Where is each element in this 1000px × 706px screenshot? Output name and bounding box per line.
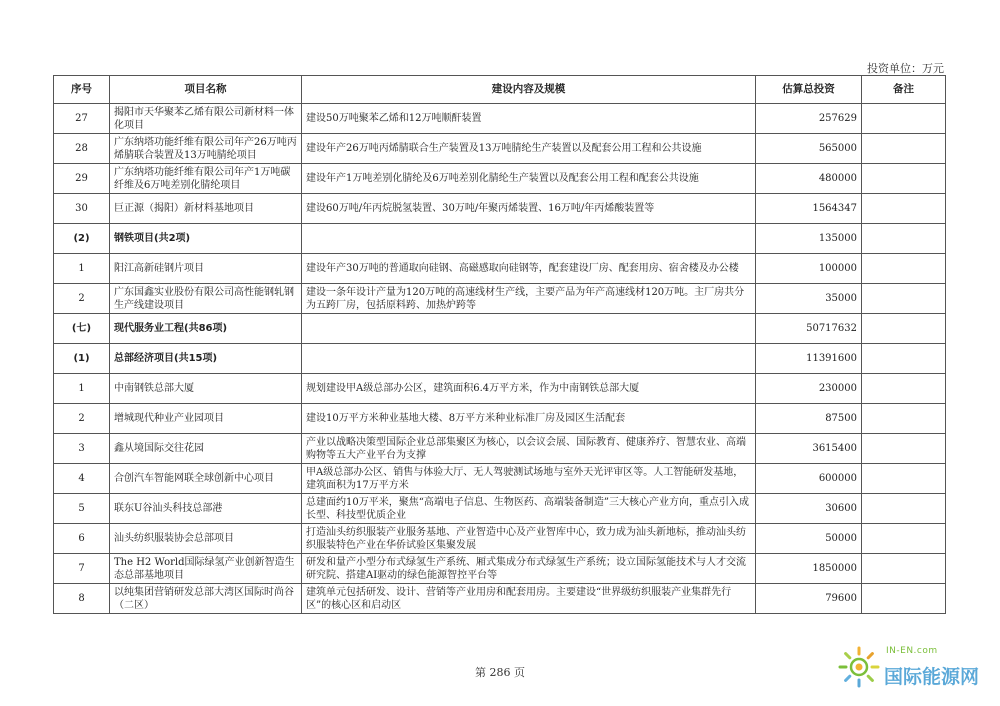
cell-project-name: 汕头纺织服装协会总部项目 <box>110 524 302 554</box>
table-row <box>54 554 946 584</box>
table-row <box>54 194 946 224</box>
header-remark: 备注 <box>862 76 946 104</box>
cell-total-investment: 50717632 <box>756 314 862 344</box>
cell-content: 规划建设甲A级总部办公区，建筑面积6.4万平方米，作为中南钢铁总部大厦 <box>302 374 756 404</box>
table-row <box>54 164 946 194</box>
cell-remark <box>862 524 946 554</box>
cell-total-investment: 600000 <box>756 464 862 494</box>
cell-project-name: 增城现代种业产业园项目 <box>110 404 302 434</box>
cell-content: 打造汕头纺织服装产业服务基地、产业智造中心及产业智库中心，致力成为汕头新地标，推动汕头纺织服装特色产业在华侨试验区集聚发展 <box>302 524 756 554</box>
cell-total-investment: 87500 <box>756 404 862 434</box>
cell-project-name: 鑫从境国际交往花园 <box>110 434 302 464</box>
cell-content: 建设60万吨/年丙烷脱氢装置、30万吨/年聚丙烯装置、16万吨/年丙烯酸装置等 <box>302 194 756 224</box>
cell-seq: 2 <box>54 404 110 434</box>
cell-seq: 8 <box>54 584 110 614</box>
cell-seq: (七) <box>54 314 110 344</box>
table-row <box>54 404 946 434</box>
investment-unit-label: 投资单位：万元 <box>867 62 944 75</box>
sun-logo-icon <box>836 644 882 690</box>
cell-content: 建设一条年设计产量为120万吨的高速线材生产线，主要产品为年产高速线材120万吨。主厂房共分为五跨厂房，包括原料跨、加热炉跨等 <box>302 284 756 314</box>
cell-seq: 29 <box>54 164 110 194</box>
cell-seq: 4 <box>54 464 110 494</box>
cell-total-investment: 1850000 <box>756 554 862 584</box>
cell-seq: (2) <box>54 224 110 254</box>
table-row <box>54 584 946 614</box>
cell-total-investment: 565000 <box>756 134 862 164</box>
cell-project-name: 钢铁项目(共2项) <box>110 224 302 254</box>
cell-remark <box>862 224 946 254</box>
cell-content: 建设50万吨聚苯乙烯和12万吨顺酐装置 <box>302 104 756 134</box>
cell-project-name: 广东纳塔功能纤维有限公司年产26万吨丙烯腈联合装置及13万吨腈纶项目 <box>110 134 302 164</box>
cell-total-investment: 257629 <box>756 104 862 134</box>
cell-remark <box>862 374 946 404</box>
cell-seq: 28 <box>54 134 110 164</box>
cell-project-name: 以纯集团营销研发总部大湾区国际时尚谷（二区） <box>110 584 302 614</box>
cell-project-name: 揭阳市天华聚苯乙烯有限公司新材料一体化项目 <box>110 104 302 134</box>
cell-project-name: 总部经济项目(共15项) <box>110 344 302 374</box>
cell-project-name: 巨正源（揭阳）新材料基地项目 <box>110 194 302 224</box>
cell-content: 研发和量产小型分布式绿氢生产系统、厢式集成分布式绿氢生产系统；设立国际氢能技术与人才交流研究院、搭建AI驱动的绿色能源智控平台等 <box>302 554 756 584</box>
cell-total-investment: 480000 <box>756 164 862 194</box>
table-group-row <box>54 224 946 254</box>
cell-seq: 27 <box>54 104 110 134</box>
header-seq: 序号 <box>54 76 110 104</box>
cell-project-name: The H2 World国际绿氢产业创新智造生态总部基地项目 <box>110 554 302 584</box>
cell-remark <box>862 194 946 224</box>
cell-content: 建设年产1万吨差别化腈纶及6万吨差别化腈纶生产装置以及配套公用工程和配套公共设施 <box>302 164 756 194</box>
cell-remark <box>862 584 946 614</box>
cell-remark <box>862 434 946 464</box>
table-row <box>54 254 946 284</box>
table-group-row <box>54 344 946 374</box>
cell-remark <box>862 134 946 164</box>
cell-project-name: 阳江高新硅钢片项目 <box>110 254 302 284</box>
cell-remark <box>862 404 946 434</box>
cell-total-investment: 50000 <box>756 524 862 554</box>
table-row <box>54 134 946 164</box>
cell-total-investment: 230000 <box>756 374 862 404</box>
cell-project-name: 广东国鑫实业股份有限公司高性能钢轧钢生产线建设项目 <box>110 284 302 314</box>
cell-remark <box>862 284 946 314</box>
cell-total-investment: 100000 <box>756 254 862 284</box>
header-content: 建设内容及规模 <box>302 76 756 104</box>
cell-seq: 2 <box>54 284 110 314</box>
cell-remark <box>862 104 946 134</box>
table-row <box>54 104 946 134</box>
table-row <box>54 374 946 404</box>
cell-seq: (1) <box>54 344 110 374</box>
cell-content: 建设10万平方米种业基地大楼、8万平方米种业标准厂房及园区生活配套 <box>302 404 756 434</box>
page-number: 第 286 页 <box>475 666 525 679</box>
cell-project-name: 现代服务业工程(共86项) <box>110 314 302 344</box>
cell-seq: 1 <box>54 374 110 404</box>
cell-remark <box>862 464 946 494</box>
cell-content: 建筑单元包括研发、设计、营销等产业用房和配套用房。主要建设“世界级纺织服装产业集群先行区”的核心区和启动区 <box>302 584 756 614</box>
cell-seq: 7 <box>54 554 110 584</box>
cell-content <box>302 314 756 344</box>
cell-seq: 5 <box>54 494 110 524</box>
table-row <box>54 284 946 314</box>
cell-remark <box>862 314 946 344</box>
table-row <box>54 464 946 494</box>
cell-project-name: 联东U谷汕头科技总部港 <box>110 494 302 524</box>
cell-project-name: 中南钢铁总部大厦 <box>110 374 302 404</box>
cell-content <box>302 344 756 374</box>
cell-seq: 30 <box>54 194 110 224</box>
cell-remark <box>862 164 946 194</box>
cell-project-name: 合创汽车智能网联全球创新中心项目 <box>110 464 302 494</box>
cell-remark <box>862 494 946 524</box>
cell-content: 产业以战略决策型国际企业总部集聚区为核心，以会议会展、国际教育、健康养疗、智慧农业、高端购物等五大产业平台为支撑 <box>302 434 756 464</box>
table-row <box>54 524 946 554</box>
cell-content <box>302 224 756 254</box>
header-total-investment: 估算总投资 <box>756 76 862 104</box>
cell-seq: 1 <box>54 254 110 284</box>
table-row <box>54 494 946 524</box>
cell-remark <box>862 344 946 374</box>
project-table <box>53 75 946 614</box>
cell-content: 建设年产30万吨的普通取向硅钢、高磁感取向硅钢等，配套建设厂房、配套用房、宿舍楼及办公楼 <box>302 254 756 284</box>
cell-total-investment: 1564347 <box>756 194 862 224</box>
cell-content: 甲A级总部办公区、销售与体验大厅、无人驾驶测试场地与室外天光评审区等。人工智能研发基地，建筑面积为17万平方米 <box>302 464 756 494</box>
table-body <box>54 104 946 614</box>
cell-content: 建设年产26万吨丙烯腈联合生产装置及13万吨腈纶生产装置以及配套公用工程和公共设施 <box>302 134 756 164</box>
header-project-name: 项目名称 <box>110 76 302 104</box>
watermark-url: IN-EN.com <box>886 646 938 656</box>
cell-seq: 3 <box>54 434 110 464</box>
cell-total-investment: 135000 <box>756 224 862 254</box>
cell-total-investment: 30600 <box>756 494 862 524</box>
watermark-site-name: 国际能源网 <box>884 666 980 688</box>
cell-total-investment: 79600 <box>756 584 862 614</box>
table-group-row <box>54 314 946 344</box>
table-row <box>54 434 946 464</box>
cell-remark <box>862 254 946 284</box>
cell-remark <box>862 554 946 584</box>
table-header-row <box>54 76 946 104</box>
cell-seq: 6 <box>54 524 110 554</box>
cell-project-name: 广东纳塔功能纤维有限公司年产1万吨碳纤维及6万吨差别化腈纶项目 <box>110 164 302 194</box>
cell-content: 总建面约10万平米，聚焦“高端电子信息、生物医药、高端装备制造”三大核心产业方向，重点引入成长型、科技型优质企业 <box>302 494 756 524</box>
cell-total-investment: 35000 <box>756 284 862 314</box>
cell-total-investment: 11391600 <box>756 344 862 374</box>
cell-total-investment: 3615400 <box>756 434 862 464</box>
site-watermark <box>836 640 986 696</box>
